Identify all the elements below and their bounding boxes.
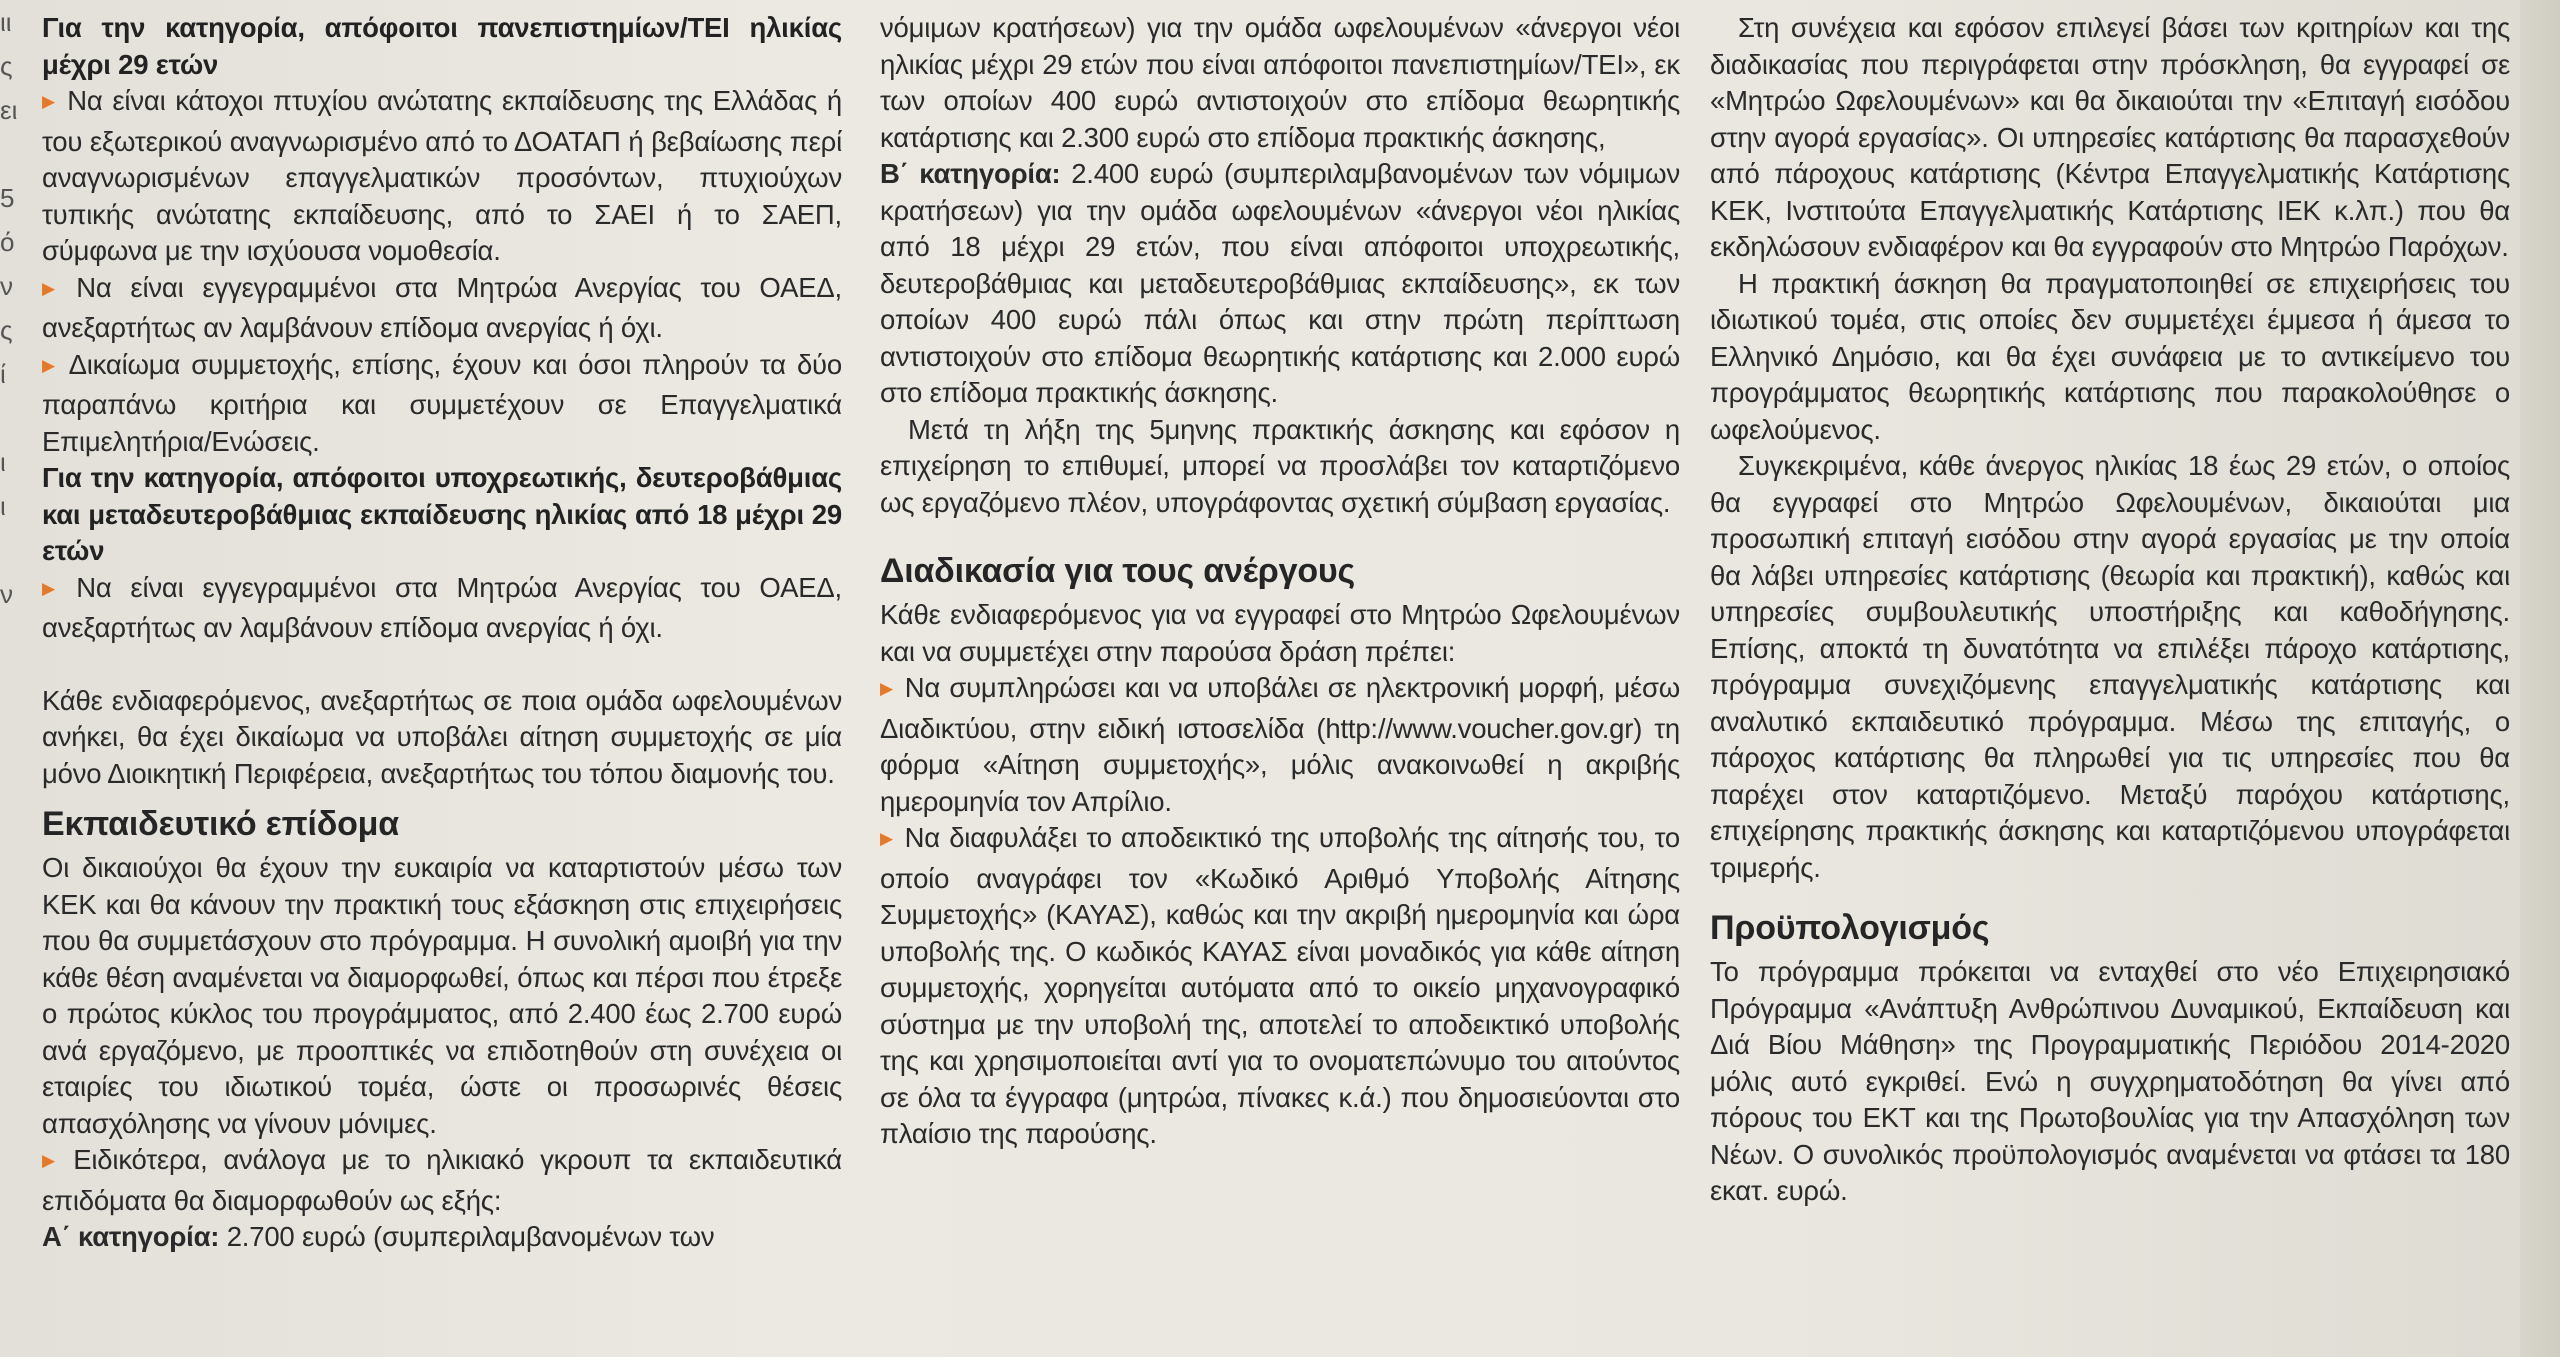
edge-fragment: ιι bbox=[0, 7, 12, 37]
paragraph: Κάθε ενδιαφερόμενος για να εγγραφεί στο Μητρώο Ωφελουμένων και να συμμετέχει στην παρούσα δράση πρέπει: bbox=[880, 599, 1680, 667]
edge-fragment bbox=[0, 1012, 24, 1056]
bullet-item: ▶ Να διαφυλάξει το αποδεικτικό της υποβολής της αίτησής του, το οποίο αναγράφει τον «Κωδικό Αριθμό Υποβολής Αίτησης Συμμετοχής» (ΚΑΥΑΣ), καθώς και την ακριβή ημερομηνία και ώρα υποβολής της. Ο κωδικός ΚΑΥΑΣ είναι μοναδικός για κάθε αίτηση συμμετοχής, χορηγείται αυτόματα από το οικείο μηχανογραφικό σύστημα με την υποβολή της, αποτελεί το αποδεικτικό υποβολής της και χρησιμοποιείται αντί για το ονοματεπώνυμο του αιτούντος σε όλα τα έγγραφα (μητρώα, πίνακες κ.ά.) που δημοσιεύονται στο πλαίσιο της παρούσης. bbox=[880, 820, 1680, 1153]
paragraph: Στη συνέχεια και εφόσον επιλεγεί βάσει των κριτηρίων και της διαδικασίας που περιγράφεται στην πρόσκληση, θα εγγραφεί σε «Μητρώο Ωφελουμένων» και θα δικαιούται την «Επιταγή εισόδου στην αγορά εργασίας». Οι υπηρεσίες κατάρτισης θα παρασχεθούν από πάροχους κατάρτισης (Κέντρα Επαγγελματικής Κατάρτισης ΚΕΚ, Ινστιτούτα Επαγγελματικής Κατάρτισης ΙΕΚ κ.λπ.) που θα εκδηλώσουν ενδιαφέρον και θα εγγραφούν στο Μητρώο Παρόχων. bbox=[1710, 12, 2510, 262]
paragraph: Μετά τη λήξη της 5μηνης πρακτικής άσκησης και εφόσον η επιχείρηση το επιθυμεί, μπορεί να προσλάβει τον καταρτιζόμενο ως εργαζόμενο πλέον, υπογράφοντας σχετική σύμβαση εργασίας. bbox=[880, 413, 1680, 518]
edge-fragment bbox=[0, 792, 24, 836]
bullet-item: ▶ Δικαίωμα συμμετοχής, επίσης, έχουν και όσοι πληρούν τα δύο παραπάνω κριτήρια και συμμετέχουν σε Επαγγελματικά Επιμελητήρια/Ενώσεις. bbox=[42, 347, 842, 461]
edge-fragment bbox=[0, 132, 24, 176]
edge-fragment: ί bbox=[0, 359, 6, 389]
edge-fragment: ν bbox=[0, 579, 13, 609]
category-b-line bbox=[880, 156, 1680, 412]
edge-fragment: ό bbox=[0, 227, 15, 257]
edge-fragment: ι bbox=[0, 447, 6, 477]
subheading-education-allowance: Εκπαιδευτικό επίδομα bbox=[42, 805, 399, 843]
paragraph: νόμιμων κρατήσεων) για την ομάδα ωφελουμένων «άνεργοι νέοι ηλικίας μέχρι 29 ετών που είναι απόφοιτοι πανεπιστημίων/ΤΕΙ», εκ των οποίων 400 ευρώ αντιστοιχούν στο επίδομα θεωρητικής κατάρτισης και 2.300 ευρώ στο επίδομα πρακτικής άσκησης, bbox=[880, 12, 1680, 153]
paragraph: Η πρακτική άσκηση θα πραγματοποιηθεί σε επιχειρήσεις του ιδιωτικού τομέα, στις οποίες δεν συμμετέχει έμμεσα ή άμεσα το Ελληνικό Δημόσιο, και θα έχει συνάφεια με το αντικείμενο του προγράμματος θεωρητικής κατάρτισης που παρακολούθησε ο ωφελούμενος. bbox=[1710, 267, 2510, 445]
paragraph: Κάθε ενδιαφερόμενος, ανεξαρτήτως σε ποια ομάδα ωφελουμένων ανήκει, θα έχει δικαίωμα να υποβάλει αίτηση συμμετοχής σε μία μόνο Διοικητική Περιφέρεια, ανεξαρτήτως του τόπου διαμονής του. bbox=[42, 684, 842, 789]
edge-fragment: ν bbox=[0, 271, 13, 301]
right-edge-fold bbox=[2520, 0, 2560, 1357]
edge-fragment bbox=[0, 924, 24, 968]
bullet-item: ▶ Να είναι εγγεγραμμένοι στα Μητρώα Ανεργίας του ΟΑΕΔ, ανεξαρτήτως αν λαμβάνουν επίδομα ανεργίας ή όχι. bbox=[42, 570, 842, 647]
edge-fragment bbox=[0, 616, 24, 660]
article-column-1 bbox=[42, 10, 842, 1256]
article-column-2 bbox=[880, 10, 1680, 1153]
paragraph: Το πρόγραμμα πρόκειται να ενταχθεί στο νέο Επιχειρησιακό Πρόγραμμα «Ανάπτυξη Ανθρώπινου Δυναμικού, Εκπαίδευση και Διά Βίου Μάθηση» της Προγραμματικής Περιόδου 2014-2020 μόλις αυτό εγκριθεί. Ενώ η συγχρηματοδότηση θα γίνει από πόρους του ΕΚΤ και της Πρωτοβουλίας για την Απασχόληση των Νέων. Ο συνολικός προϋπολογισμός αναμένεται να φτάσει τα 180 εκατ. ευρώ. bbox=[1710, 956, 2510, 1206]
edge-fragment bbox=[0, 660, 24, 704]
bullet-item: ▶ Ειδικότερα, ανάλογα με το ηλικιακό γκρουπ τα εκπαιδευτικά επιδόματα θα διαμορφωθούν ως εξής: bbox=[42, 1142, 842, 1219]
heading-secondary-category: Για την κατηγορία, απόφοιτοι υποχρεωτικής, δευτεροβάθμιας και μεταδευτεροβάθμιας εκπαίδευσης ηλικίας από 18 μέχρι 29 ετών bbox=[42, 462, 842, 566]
article-column-3 bbox=[1710, 10, 2510, 1210]
category-a-line bbox=[42, 1219, 842, 1256]
edge-fragment bbox=[0, 836, 24, 880]
subheading-unemployed-procedure: Διαδικασία για τους ανέργους bbox=[880, 552, 1355, 590]
left-edge-fragments bbox=[0, 0, 24, 1357]
category-b-label: Β΄ κατηγορία: bbox=[880, 158, 1061, 189]
bullet-item: ▶ Να συμπληρώσει και να υποβάλει σε ηλεκτρονική μορφή, μέσω Διαδικτύου, στην ειδική ιστοσελίδα (http://www.voucher.gov.gr) τη φόρμα «Αίτηση συμμετοχής», μόλις ανακοινωθεί η ακριβής ημερομηνία τον Απρίλιο. bbox=[880, 670, 1680, 820]
edge-fragment: ς bbox=[0, 315, 13, 345]
edge-fragment bbox=[0, 748, 24, 792]
paragraph: Οι δικαιούχοι θα έχουν την ευκαιρία να καταρτιστούν μέσω των ΚΕΚ και θα κάνουν την πρακτική τους εξάσκηση στις επιχειρήσεις που θα συμμετάσχουν στο πρόγραμμα. Η συνολική αμοιβή για την κάθε θέση αναμένεται να διαμορφωθεί, όπως και πέρσι που έτρεξε ο πρώτος κύκλος του προγράμματος, από 2.400 έως 2.700 ευρώ ανά εργαζόμενο, με προοπτικές να επιδοτηθούν στη συνέχεια οι εταιρίες του ιδιωτικού τομέα, ώστε οι προσωρινές θέσεις απασχόλησης να γίνουν μόνιμες. bbox=[42, 852, 842, 1139]
edge-fragment: ει bbox=[0, 95, 18, 125]
category-a-text: 2.700 ευρώ (συμπεριλαμβανομένων των bbox=[219, 1221, 715, 1252]
edge-fragment bbox=[0, 968, 24, 1012]
edge-fragment: ι bbox=[0, 491, 6, 521]
category-a-label: Α΄ κατηγορία: bbox=[42, 1221, 220, 1252]
edge-fragment bbox=[0, 1056, 24, 1100]
edge-fragment: ς bbox=[0, 51, 13, 81]
edge-fragment: 5 bbox=[0, 183, 15, 213]
edge-fragment bbox=[0, 880, 24, 924]
edge-fragment bbox=[0, 396, 24, 440]
heading-university-category: Για την κατηγορία, απόφοιτοι πανεπιστημίων/ΤΕΙ ηλικίας μέχρι 29 ετών bbox=[42, 12, 842, 80]
bullet-item: ▶ Να είναι εγγεγραμμένοι στα Μητρώα Ανεργίας του ΟΑΕΔ, ανεξαρτήτως αν λαμβάνουν επίδομα ανεργίας ή όχι. bbox=[42, 270, 842, 347]
bullet-item: ▶ Να είναι κάτοχοι πτυχίου ανώτατης εκπαίδευσης της Ελλάδας ή του εξωτερικού αναγνωρισμένο από το ΔΟΑΤΑΠ ή βεβαίωσης περί αναγνωρισμένων επαγγελματικών προσόντων, πτυχιούχων τυπικής ανώτατης εκπαίδευσης, από το ΣΑΕΙ ή το ΣΑΕΠ, σύμφωνα με την ισχύουσα νομοθεσία. bbox=[42, 83, 842, 270]
edge-fragment bbox=[0, 704, 24, 748]
edge-fragment bbox=[0, 528, 24, 572]
subheading-budget: Προϋπολογισμός bbox=[1710, 909, 1990, 947]
category-b-text: 2.400 ευρώ (συμπεριλαμβανομένων των νόμιμων κρατήσεων) για την ομάδα ωφελουμένων «άνεργοι νέοι ηλικίας από 18 μέχρι 29 ετών, που είναι απόφοιτοι υποχρεωτικής, δευτεροβάθμιας και μεταδευτεροβάθμιας εκπαίδευσης», εκ των οποίων 400 ευρώ πάλι όπως και στην πρώτη περίπτωση αντιστοιχούν στο επίδομα θεωρητικής κατάρτισης και 2.000 ευρώ στο επίδομα πρακτικής άσκησης. bbox=[880, 158, 1681, 408]
paragraph: Συγκεκριμένα, κάθε άνεργος ηλικίας 18 έως 29 ετών, ο οποίος θα εγγραφεί στο Μητρώο Ωφελουμένων, δικαιούται μια προσωπική επιταγή εισόδου στην αγορά εργασίας με την οποία θα λάβει υπηρεσίες κατάρτισης (θεωρία και πρακτική), καθώς και υπηρεσίες συμβουλευτικής υποστήριξης και καθοδήγησης. Επίσης, αποκτά τη δυνατότητα να επιλέξει πάροχο κατάρτισης, πρόγραμμα συνεχιζόμενης επαγγελματικής κατάρτισης και αναλυτικό εκπαιδευτικό πρόγραμμα. Μέσω της επιταγής, ο πάροχος κατάρτισης θα πληρωθεί για τις υπηρεσίες που θα παρέχει στον καταρτιζόμενο. Μεταξύ παρόχου κατάρτισης, επιχείρησης πρακτικής άσκησης και καταρτιζόμενου υπογράφεται τριμερής. bbox=[1710, 450, 2510, 883]
